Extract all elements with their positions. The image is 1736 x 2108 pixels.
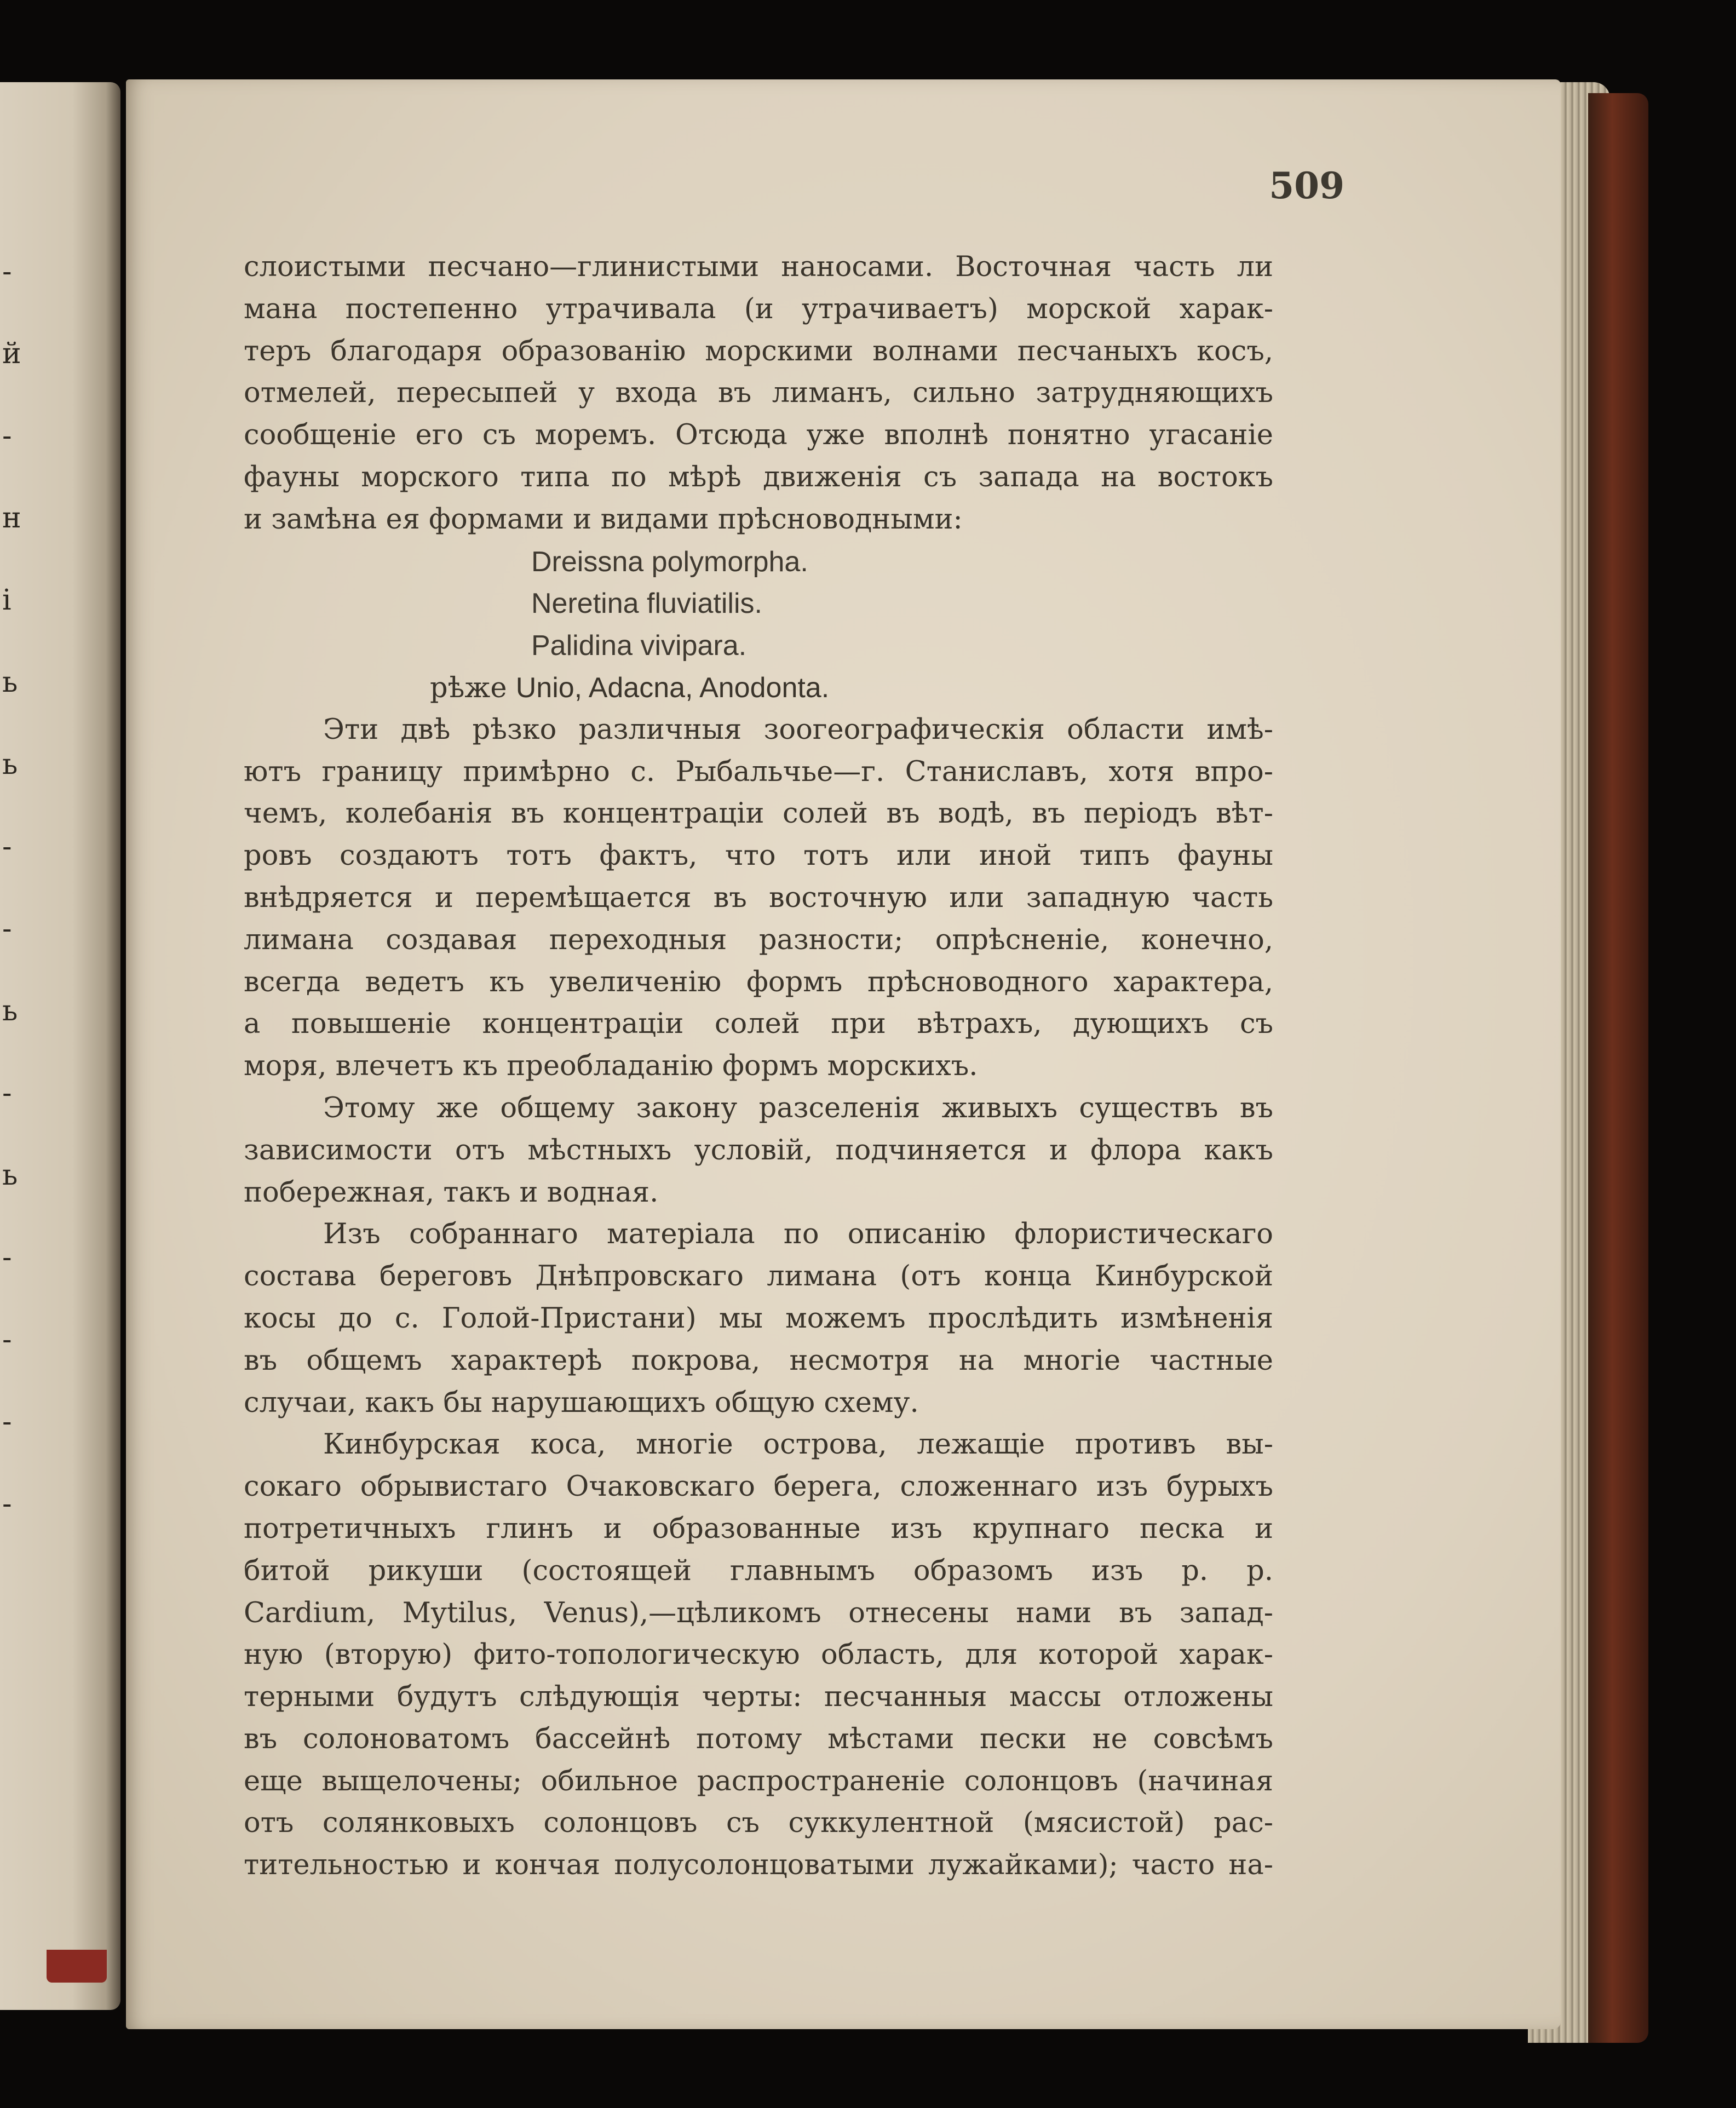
text-line: ютъ границу примѣрно с. Рыбальчье—г. Станиславъ, хотя впро- [244,755,1273,788]
text-line: лимана создавая переходныя разности; опрѣсненіе, конечно, [244,923,1273,956]
text-line: Кинбурская коса, многіе острова, лежащіе противъ вы- [323,1428,1273,1461]
text-line: случаи, какъ бы нарушающихъ общую схему. [244,1386,919,1419]
left-page-edge-char: ь [2,666,18,699]
left-page-edge-char: - [2,1241,12,1274]
left-page-edge-char: - [2,420,12,452]
text-line: а повышеніе концентраціи солей при вѣтрахъ, дующихъ съ [244,1008,1273,1041]
left-page-edge-char: й [2,337,21,370]
text-line: мана постепенно утрачивала (и утрачиваетъ) морской харак- [244,292,1273,325]
text-line: еще выщелочены; обильное распространеніе солонцовъ (начиная [244,1765,1273,1797]
text-line: потретичныхъ глинъ и образованные изъ крупнаго песка и [244,1512,1273,1545]
text-line: въ общемъ характерѣ покрова, несмотря на многіе частные [244,1344,1273,1377]
text-line: въ солоноватомъ бассейнѣ потому мѣстами пески не совсѣмъ [244,1722,1273,1755]
text-line: внѣдряется и перемѣщается въ восточную или западную часть [244,881,1273,914]
text-line [244,667,1273,709]
text-line: Изъ собраннаго матеріала по описанію флористическаго [323,1218,1273,1251]
page-number: 509 [1269,164,1344,207]
book-cover-edge [1588,93,1648,2043]
left-page-edge-char: - [2,1405,12,1438]
left-page-edge-char: н [2,502,21,535]
text-line: моря, влечетъ къ преобладанію формъ морскихъ. [244,1050,978,1083]
left-page-edge [0,82,120,2010]
text-line: битой рикуши (состоящей главнымъ образомъ изъ р. р. [244,1554,1273,1587]
left-page-edge-char: і [2,584,12,617]
text-line: всегда ведетъ къ увеличенію формъ прѣсноводного характера, [244,966,1273,998]
left-page-red-marker [47,1950,107,1983]
text-line: Neretina fluviatilis. [531,588,762,620]
text-line: Dreissna polymorpha. [531,545,808,578]
text-line: ровъ создаютъ тотъ фактъ, что тотъ или иной типъ фауны [244,840,1273,872]
text-line: зависимости отъ мѣстныхъ условій, подчиняется и флора какъ [244,1134,1273,1167]
text-line: тительностью и кончая полусолонцоватыми лужайками); часто на- [244,1849,1273,1882]
left-page-edge-char: - [2,830,12,863]
page-text [244,246,1273,1887]
text-line: сообщеніе его съ моремъ. Отсюда уже вполнѣ понятно угасаніе [244,419,1273,452]
text-line: состава береговъ Днѣпровскаго лимана (отъ конца Кинбурской [244,1260,1273,1293]
text-line: отъ солянковыхъ солонцовъ съ суккулентной (мясистой) рас- [244,1807,1273,1840]
text-line: побережная, такъ и водная. [244,1176,659,1209]
left-page-edge-char: - [2,1323,12,1356]
text-line: и замѣна ея формами и видами прѣсноводными: [244,503,963,536]
left-page-edge-char: - [2,255,12,288]
text-line: Palidina vivipara. [531,630,747,662]
book-page [126,79,1561,2029]
text-line: Cardium, Mytilus, Venus),—цѣликомъ отнесены нами въ запад- [244,1596,1273,1629]
text-line: сокаго обрывистаго Очаковскаго берега, сложеннаго изъ бурыхъ [244,1471,1273,1503]
left-page-edge-char: ь [2,748,18,781]
text-line: фауны морского типа по мѣрѣ движенія съ запада на востокъ [244,461,1273,493]
left-page-edge-char: - [2,1077,12,1110]
text-line-latin: Unio, Adacna, Anodonta. [515,671,830,704]
left-page-edge-char: - [2,1487,12,1520]
text-line-prefix: рѣже [430,671,516,704]
text-line: чемъ, колебанія въ концентраціи солей въ водѣ, въ періодъ вѣт- [244,797,1273,830]
text-line: теръ благодаря образованію морскими волнами песчаныхъ косъ, [244,335,1273,367]
text-line: ную (вторую) фито-топологическую область, для которой харак- [244,1639,1273,1672]
text-line: косы до с. Голой-Пристани) мы можемъ прослѣдить измѣненія [244,1302,1273,1335]
text-line: терными будутъ слѣдующія черты: песчанныя массы отложены [244,1681,1273,1714]
text-line: Эти двѣ рѣзко различныя зоогеографическія области имѣ- [323,713,1273,746]
text-line: слоистыми песчано—глинистыми наносами. Восточная часть ли [244,251,1273,283]
left-page-edge-char: ь [2,1159,18,1192]
left-page-edge-char: ь [2,995,18,1027]
text-line: Этому же общему закону разселенія живыхъ существъ въ [323,1092,1273,1124]
text-line: отмелей, пересыпей у входа въ лиманъ, сильно затрудняющихъ [244,377,1273,410]
left-page-edge-char: - [2,912,12,945]
